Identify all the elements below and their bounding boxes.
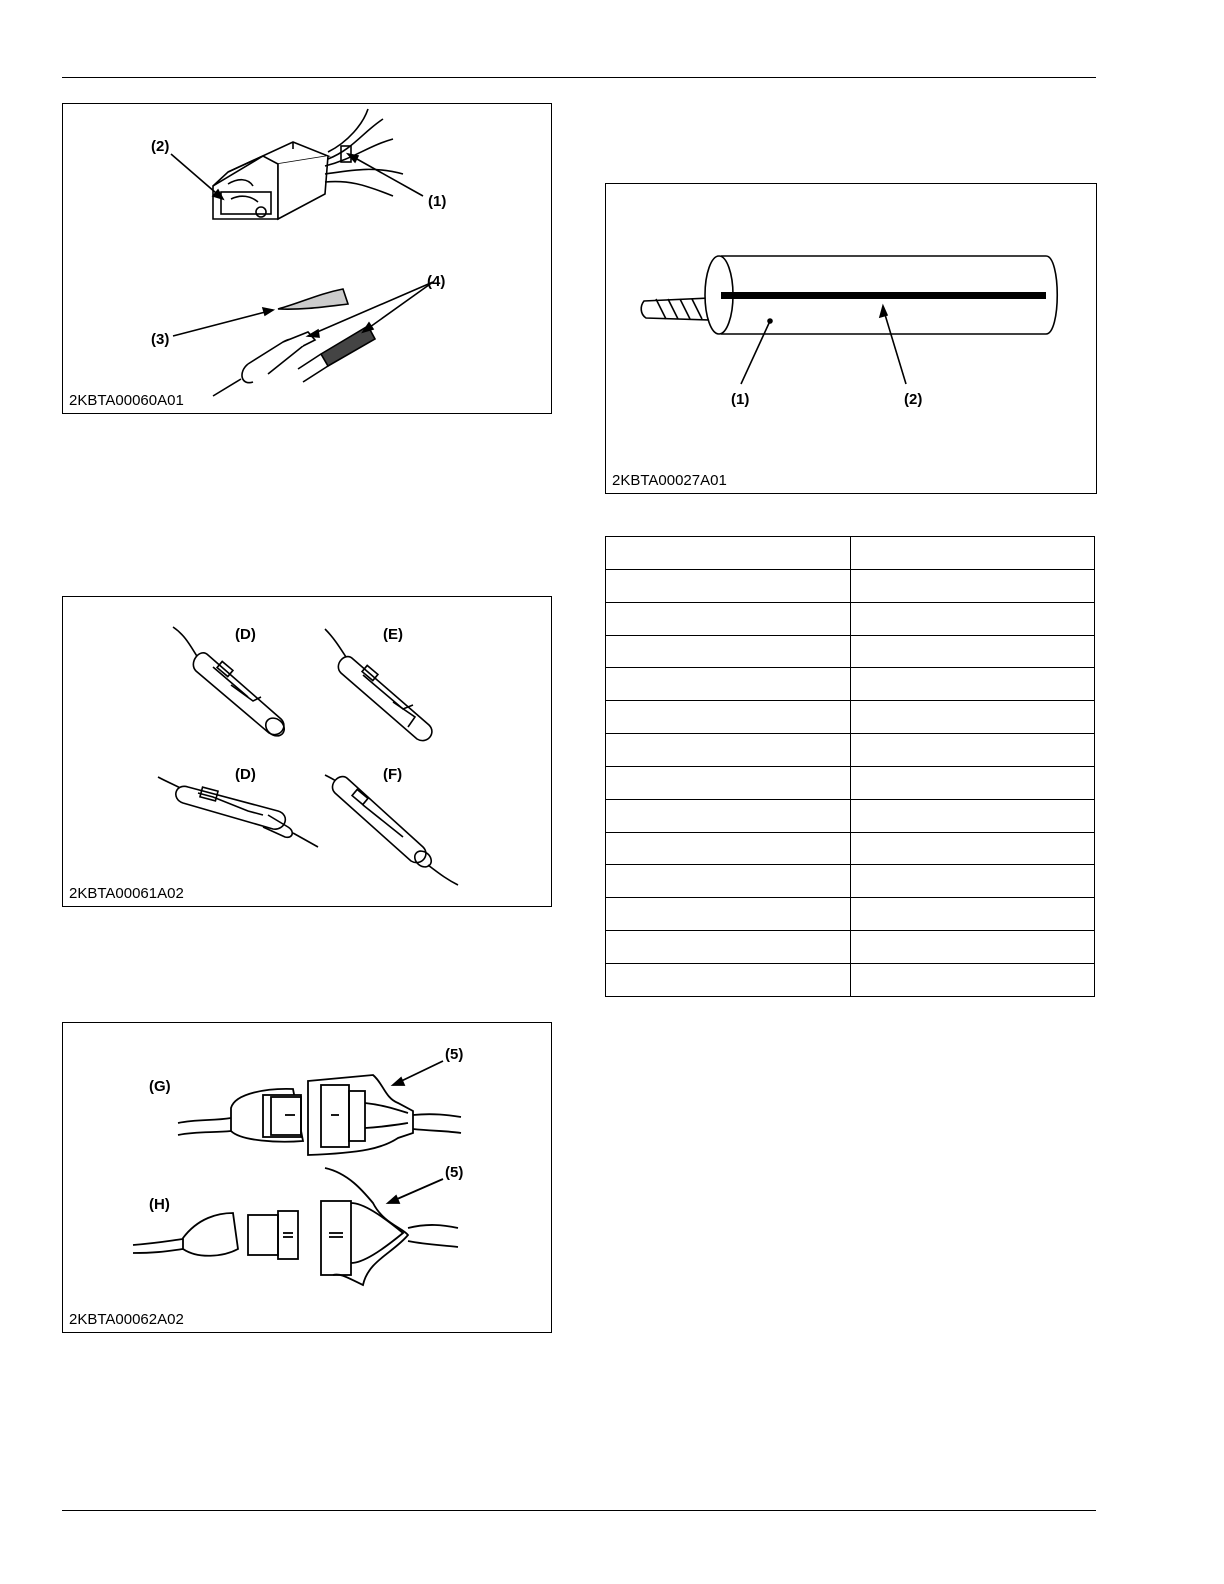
callout-e: (E) bbox=[383, 626, 403, 643]
figure-wire-color-stripe bbox=[605, 183, 1097, 494]
callout-5-bottom: (5) bbox=[445, 1164, 464, 1181]
table-cell bbox=[850, 668, 1095, 701]
table-cell bbox=[850, 865, 1095, 898]
figure-code: 2KBTA00060A01 bbox=[69, 392, 184, 409]
table-row bbox=[606, 569, 1095, 602]
table-row bbox=[606, 799, 1095, 832]
figure-code: 2KBTA00062A02 bbox=[69, 1311, 184, 1328]
table-cell bbox=[850, 898, 1095, 931]
callout-2: (2) bbox=[151, 138, 170, 155]
wire-stripe-illustration bbox=[606, 184, 1096, 493]
terminal-insertion-illustration bbox=[63, 597, 551, 906]
table-cell bbox=[850, 766, 1095, 799]
table-row bbox=[606, 668, 1095, 701]
table-cell bbox=[850, 799, 1095, 832]
table-cell bbox=[850, 931, 1095, 964]
table-cell bbox=[606, 668, 851, 701]
table-row bbox=[606, 734, 1095, 767]
table-cell bbox=[606, 963, 851, 996]
table-cell bbox=[850, 602, 1095, 635]
table-row bbox=[606, 832, 1095, 865]
table-cell bbox=[606, 931, 851, 964]
footer-rule bbox=[62, 1510, 1096, 1511]
figure-code: 2KBTA00027A01 bbox=[612, 472, 727, 489]
header-rule bbox=[62, 77, 1096, 78]
figure-code: 2KBTA00061A02 bbox=[69, 885, 184, 902]
table-row bbox=[606, 635, 1095, 668]
table-cell bbox=[850, 569, 1095, 602]
figure-connector-cleaning bbox=[62, 103, 552, 414]
table-cell bbox=[850, 635, 1095, 668]
table-row bbox=[606, 898, 1095, 931]
table-row bbox=[606, 963, 1095, 996]
table-cell bbox=[850, 537, 1095, 570]
table-cell bbox=[850, 832, 1095, 865]
table-cell bbox=[606, 537, 851, 570]
figure-terminal-insertion bbox=[62, 596, 552, 907]
callout-5-top: (5) bbox=[445, 1046, 464, 1063]
wire-color-table bbox=[605, 536, 1095, 997]
table-row bbox=[606, 602, 1095, 635]
table-cell bbox=[606, 832, 851, 865]
callout-h: (H) bbox=[149, 1196, 170, 1213]
connector-covers-illustration bbox=[63, 1023, 551, 1332]
callout-g: (G) bbox=[149, 1078, 171, 1095]
table-cell bbox=[606, 734, 851, 767]
table-cell bbox=[606, 766, 851, 799]
table-cell bbox=[606, 602, 851, 635]
table-cell bbox=[606, 569, 851, 602]
table-row bbox=[606, 865, 1095, 898]
table-cell bbox=[606, 898, 851, 931]
table-row bbox=[606, 537, 1095, 570]
figure-connector-covers bbox=[62, 1022, 552, 1333]
table-cell bbox=[850, 701, 1095, 734]
callout-1: (1) bbox=[731, 391, 750, 408]
callout-f: (F) bbox=[383, 766, 403, 783]
callout-2: (2) bbox=[904, 391, 923, 408]
connector-cleaning-illustration bbox=[63, 104, 551, 413]
callout-3: (3) bbox=[151, 331, 170, 348]
table-row bbox=[606, 766, 1095, 799]
table-cell bbox=[606, 799, 851, 832]
table-row bbox=[606, 701, 1095, 734]
table-cell bbox=[850, 963, 1095, 996]
callout-d-bottom: (D) bbox=[235, 766, 256, 783]
callout-1: (1) bbox=[428, 193, 447, 210]
table-cell bbox=[606, 635, 851, 668]
table-cell bbox=[606, 701, 851, 734]
callout-d-top: (D) bbox=[235, 626, 256, 643]
table-row bbox=[606, 931, 1095, 964]
table-cell bbox=[606, 865, 851, 898]
table-cell bbox=[850, 734, 1095, 767]
callout-4: (4) bbox=[427, 273, 446, 290]
table-body bbox=[606, 537, 1095, 997]
